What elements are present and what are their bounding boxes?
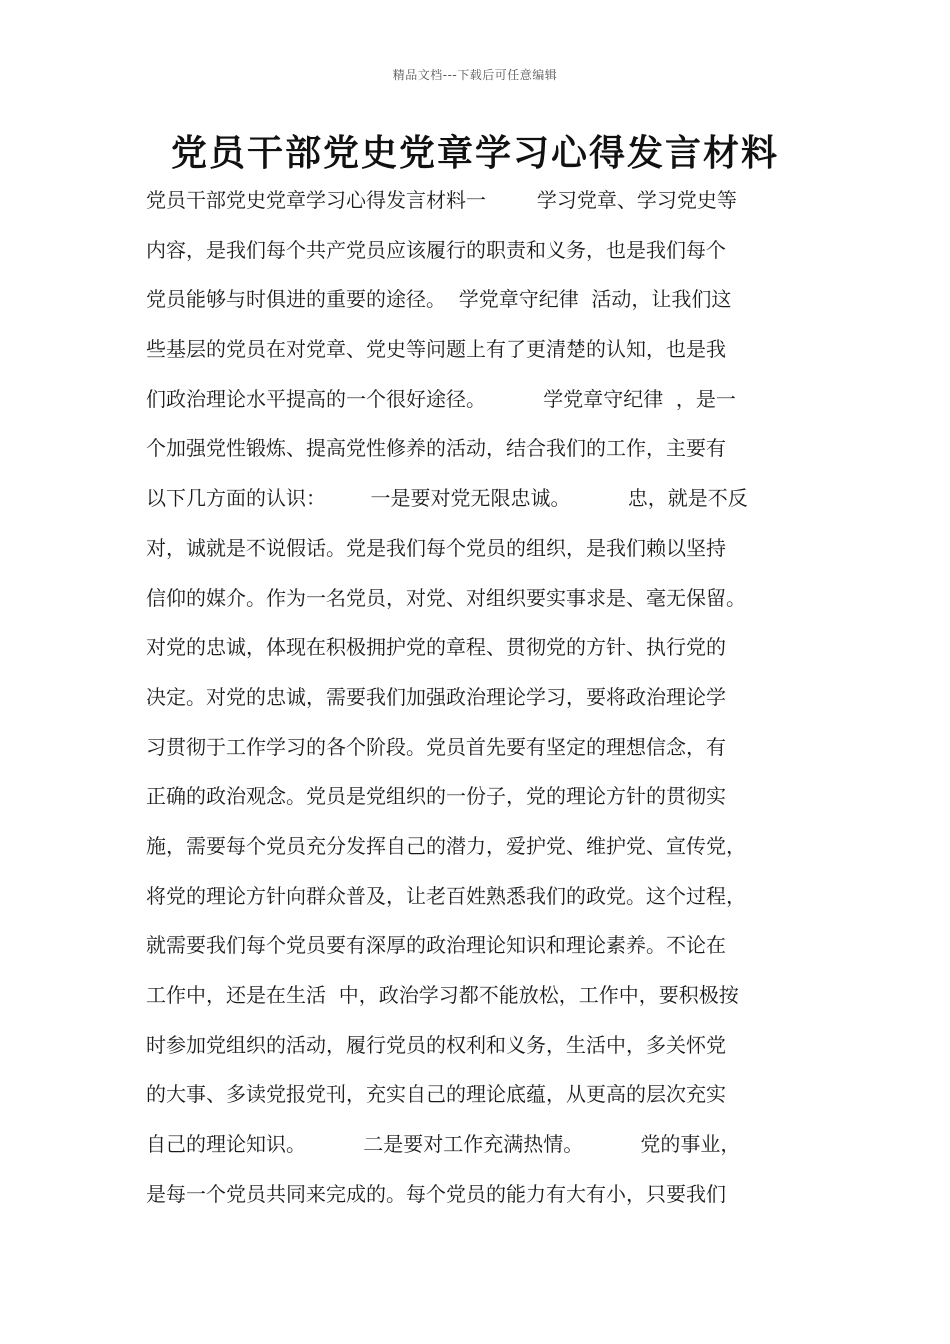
body-line: 工作中，还是在生活 中，政治学习都不能放松，工作中，要积极按 bbox=[146, 983, 739, 1007]
body-line: 党员干部党史党章学习心得发言材料一 学习党章、学习党史等 bbox=[146, 188, 737, 212]
body-line: 些基层的党员在对党章、党史等问题上有了更清楚的认知，也是我 bbox=[146, 337, 726, 362]
body-line: 个加强党性锻炼、提高党性修养的活动，结合我们的工作，主要有 bbox=[146, 436, 726, 461]
document-title: 党员干部党史党章学习心得发言材料 bbox=[170, 133, 779, 174]
body-line: 信仰的媒介。作为一名党员，对党、对组织要实事求是、毫无保留。 bbox=[146, 585, 746, 610]
body-line: 是每一个党员共同来完成的。每个党员的能力有大有小，只要我们 bbox=[146, 1181, 726, 1206]
body-line: 施，需要每个党员充分发挥自己的潜力，爱护党、维护党、宣传党， bbox=[146, 833, 746, 858]
body-line: 自己的理论知识。 二是要对工作充满热情。 党的事业， bbox=[146, 1132, 741, 1157]
body-line: 以下几方面的认识： 一是要对党无限忠诚。 忠，就是不反 bbox=[146, 486, 748, 511]
body-line: 们政治理论水平提高的一个很好途径。 学党章守纪律 ，是一 bbox=[146, 386, 736, 411]
body-text bbox=[146, 178, 826, 1221]
body-line: 决定。对党的忠诚，需要我们加强政治理论学习，要将政治理论学 bbox=[146, 684, 726, 709]
body-line: 习贯彻于工作学习的各个阶段。党员首先要有坚定的理想信念，有 bbox=[146, 734, 726, 759]
body-line: 就需要我们每个党员要有深厚的政治理论知识和理论素养。不论在 bbox=[146, 933, 726, 958]
body-line: 时参加党组织的活动，履行党员的权利和义务，生活中，多关怀党 bbox=[146, 1032, 726, 1057]
body-line: 的大事、多读党报党刊，充实自己的理论底蕴，从更高的层次充实 bbox=[146, 1082, 726, 1107]
body-line: 党员能够与时俱进的重要的途径。 学党章守纪律 活动，让我们这 bbox=[146, 287, 732, 312]
body-line: 对党的忠诚，体现在积极拥护党的章程、贯彻党的方针、执行党的 bbox=[146, 635, 726, 660]
body-line: 将党的理论方针向群众普及，让老百姓熟悉我们的政党。这个过程， bbox=[146, 883, 746, 908]
body-line: 正确的政治观念。党员是党组织的一份子，党的理论方针的贯彻实 bbox=[146, 784, 726, 809]
header-note: 精品文档---下载后可任意编辑 bbox=[392, 68, 558, 82]
body-line: 对，诚就是不说假话。党是我们每个党员的组织，是我们赖以坚持 bbox=[146, 535, 726, 560]
body-line: 内容，是我们每个共产党员应该履行的职责和义务，也是我们每个 bbox=[146, 237, 726, 262]
